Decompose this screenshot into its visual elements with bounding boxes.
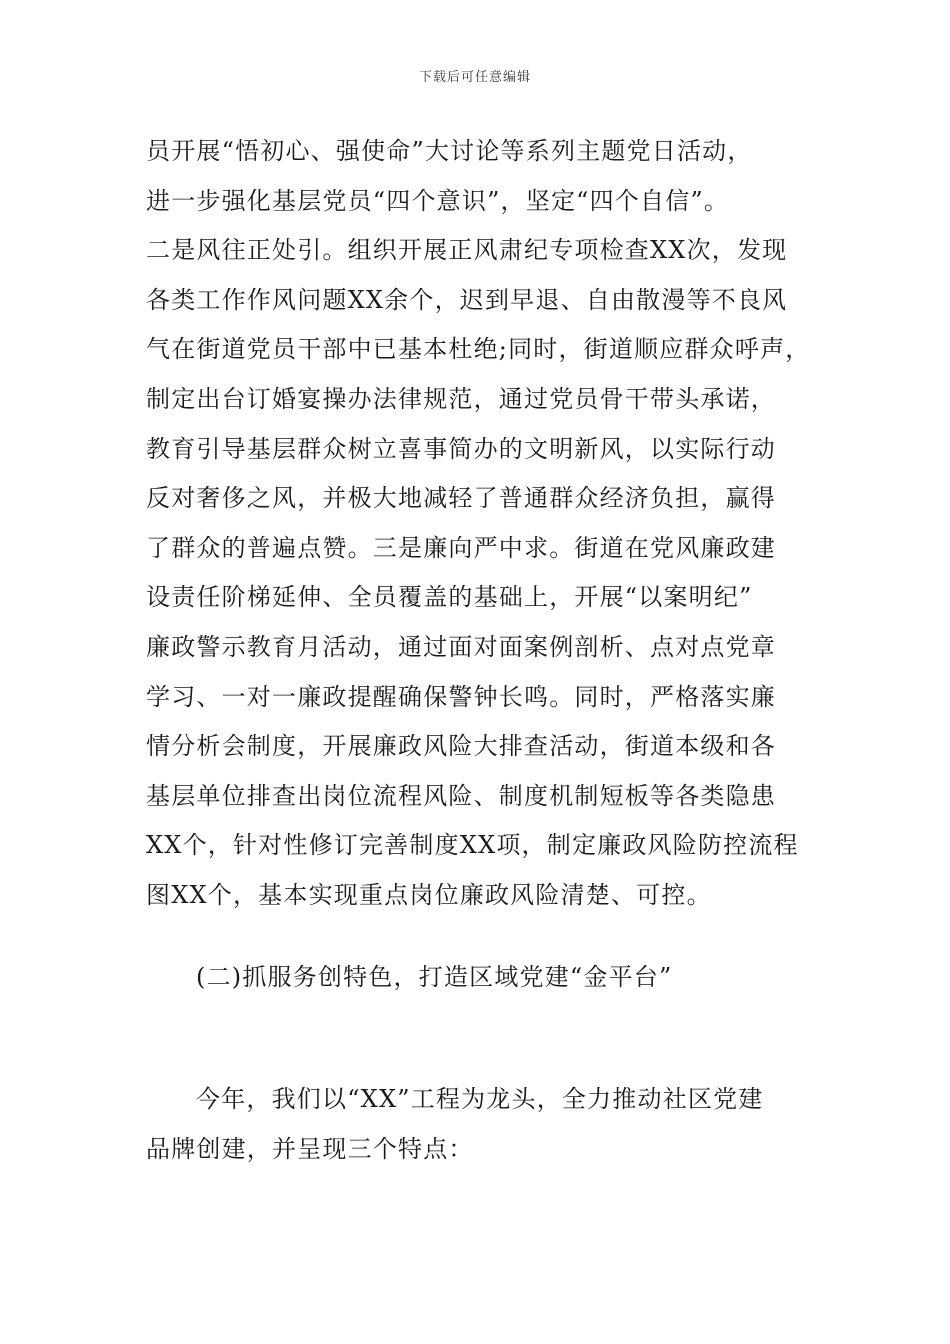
text-line: 教育引导基层群众树立喜事简办的文明新风，以实际行动 [146,434,776,463]
text-line: 员开展“悟初心、强使命”大讨论等系列主题党日活动， [146,137,753,165]
text-line: 学习、一对一廉政提醒确保警钟长鸣。同时，严格落实廉 [146,682,776,711]
text-line: 制定出台订婚宴操办法律规范，通过党员骨干带头承诺， [146,384,776,413]
text-line: 今年，我们以“XX”工程为龙头，全力推动社区党建 [196,1085,764,1113]
intro-paragraph [146,1075,836,1174]
text-line: 廉政警示教育月活动，通过面对面案例剖析、点对点党章 [146,632,776,661]
text-line: 进一步强化基层党员“四个意识”，坚定“四个自信”。 [146,186,730,215]
text-line: 品牌创建，并呈现三个特点： [146,1134,474,1163]
text-line: 气在街道党员干部中已基本杜绝;同时，街道顺应群众呼声， [146,335,811,364]
text-line: 基层单位排查出岗位流程风险、制度机制短板等各类隐患 [146,781,776,810]
text-line: 情分析会制度，开展廉政风险大排查活动，街道本级和各 [146,732,776,761]
text-line: XX个，针对性修订完善制度XX项，制定廉政风险防控流程 [146,831,799,860]
header-note: 下载后可任意编辑 [418,70,531,85]
section-heading: (二)抓服务创特色，打造区域党建“金平台” [196,963,673,991]
body-paragraph [146,127,836,921]
text-line: 反对奢侈之风，并极大地减轻了普通群众经济负担，赢得 [146,484,776,513]
text-line: 了群众的普遍点赞。三是廉向严中求。街道在党风廉政建 [146,533,776,562]
text-line: 设责任阶梯延伸、全员覆盖的基础上，开展“以案明纪” [146,583,753,612]
text-line: 图XX个，基本实现重点岗位廉政风险清楚、可控。 [146,880,712,909]
text-line: 各类工作作风问题XX余个，迟到早退、自由散漫等不良风 [146,285,788,314]
text-line: 二是风往正处引。组织开展正风肃纪专项检查XX次，发现 [146,236,788,265]
